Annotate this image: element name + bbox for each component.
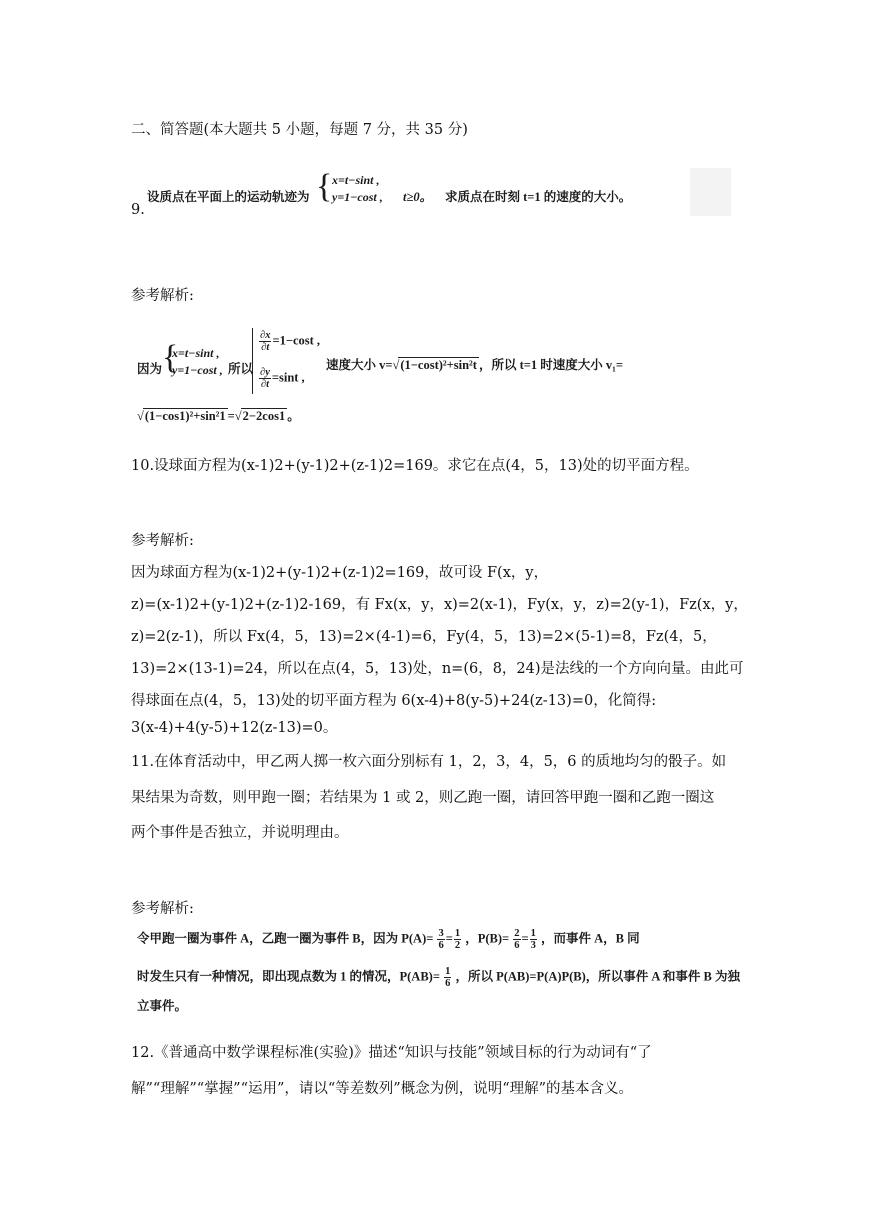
answer-11-l1c: ，而事件 A，B 同 (541, 931, 640, 946)
answer-11-fraction-1-num: 3 (438, 928, 444, 939)
answer-11-fraction-4-num: 1 (530, 928, 536, 939)
question-12-line-2: 解”“理解”“掌握”“运用”，请以“等差数列”概念为例，说明“理解”的基本含义。 (131, 1081, 634, 1097)
answer-9-radical-1: √ (137, 409, 144, 423)
answer-9-dx-value: =1−cost , (272, 333, 321, 348)
answer-9-line2-equals: = (227, 409, 235, 423)
answer-11-fraction-5 (444, 966, 451, 989)
answer-9-dx-numerator: ∂x (260, 330, 271, 341)
answer-9-dx-fraction (259, 330, 271, 353)
answer-10-line-5: 得球面在点(4，5，13)处的切平面方程为 6(x-4)+8(y-5)+24(z-13)=0，化简得: (131, 693, 657, 709)
answer-11-l2b: ，所以 P(AB)=P(A)P(B)，所以事件 A 和事件 B 为独 (455, 969, 740, 984)
answer-11-equals-2: = (521, 931, 529, 946)
answer-9-line2 (137, 406, 300, 424)
answer-11-line-2 (137, 966, 740, 989)
answer-11-l1b: ，P(B)= (465, 931, 510, 946)
question-9-number: 9. (131, 202, 145, 218)
answer-11-fraction-3-num: 2 (514, 928, 520, 939)
answer-11-fraction-3 (513, 928, 520, 951)
answer-9-dy-denominator: ∂t (260, 379, 269, 390)
answer-11-fraction-4 (530, 928, 537, 951)
answer-9-speed-root: (1−cost)²+sin²t (400, 358, 477, 372)
answer-9-brace: { (162, 339, 179, 376)
answer-11-fraction-1 (437, 928, 444, 951)
answer-9-dy-fraction (259, 367, 271, 390)
answer-9-system-line1: x=t−sint , (172, 346, 220, 360)
answer-10-line-6: 3(x-4)+4(y-5)+12(z-13)=0。 (131, 720, 338, 736)
answer-11-fraction-5-den: 6 (445, 978, 451, 989)
answer-11-line-1 (137, 928, 640, 951)
question-11-line-1: 11.在体育活动中，甲乙两人掷一枚六面分别标有 1，2，3，4，5，6 的质地均匀的骰子。如 (131, 754, 727, 770)
question-9-image-shade (690, 168, 731, 216)
answer-9-speed (326, 355, 623, 373)
answer-9-dy (258, 367, 305, 390)
answer-9-dx-denominator: ∂t (261, 342, 270, 353)
answer-9-then: ，所以 t=1 时速度大小 v₁= (478, 358, 623, 372)
answer-11-fraction-2-num: 1 (454, 928, 461, 939)
answer-label-10: 参考解析: (131, 533, 194, 549)
answer-11-fraction-2 (454, 928, 461, 951)
question-12-line-1: 12.《普通高中数学课程标准(实验)》描述“知识与技能”领域目标的行为动词有“了 (131, 1045, 652, 1061)
answer-9-so: 所以 (228, 362, 254, 376)
answer-11-line-3: 立事件。 (137, 999, 188, 1013)
answer-9-derivative-bar (252, 328, 253, 394)
question-9-system-line1: x=t−sint , (332, 173, 380, 187)
question-9-condition: t≥0。 (403, 190, 433, 204)
answer-9-speed-label: 速度大小 v= (326, 358, 393, 372)
question-9-ask: 求质点在时刻 t=1 的速度的大小。 (445, 190, 632, 204)
question-11-line-3: 两个事件是否独立，并说明理由。 (131, 825, 349, 841)
answer-11-fraction-3-den: 6 (514, 940, 520, 951)
answer-11-equals-1: = (445, 931, 453, 946)
answer-9-line2-root2: 2−2cos1 (242, 409, 286, 423)
answer-10-line-3: z)=2(z-1)，所以 Fx(4，5，13)=2×(4-1)=6，Fy(4，5，13)=2×(5-1)=8，Fz(4，5， (131, 629, 717, 645)
answer-10-line-2: z)=(x-1)2+(y-1)2+(z-1)2-169，有 Fx(x，y，x)=2(x-1)，Fy(x，y，z)=2(y-1)，Fz(x，y， (131, 597, 748, 613)
section-header: 二、简答题(本大题共 5 小题，每题 7 分，共 35 分) (131, 122, 468, 138)
answer-10-line-4: 13)=2×(13-1)=24，所以在点(4，5，13)处，n=(6，8，24)是法线的一个方向向量。由此可 (131, 661, 744, 677)
answer-11-fraction-5-num: 1 (445, 966, 451, 977)
question-9-system (332, 172, 383, 206)
question-10: 10.设球面方程为(x-1)2+(y-1)2+(z-1)2=169。求它在点(4，5，13)处的切平面方程。 (131, 458, 699, 474)
answer-label-11: 参考解析: (131, 901, 194, 917)
answer-9-system (172, 345, 223, 379)
answer-11-l1a: 令甲跑一圈为事件 A，乙跑一圈为事件 B，因为 P(A)= (137, 931, 434, 946)
answer-9-dy-numerator: ∂y (260, 367, 270, 378)
answer-9-line2-root1: (1−cos1)²+sin²1 (144, 409, 226, 423)
answer-11-fraction-1-den: 6 (438, 940, 444, 951)
question-9-system-line2: y=1−cost , (332, 190, 383, 204)
answer-9-dy-value: =sint , (271, 370, 305, 385)
answer-9-line2-end: 。 (287, 409, 300, 423)
answer-9-radical-2: √ (234, 409, 242, 423)
answer-9-system-line2: y=1−cost , (172, 363, 223, 377)
answer-9-speed-radical: √ (392, 358, 400, 372)
answer-11-l2a: 时发生只有一种情况，即出现点数为 1 的情况，P(AB)= (137, 969, 440, 984)
answer-9-because: 因为 (137, 362, 163, 376)
answer-10-line-1: 因为球面方程为(x-1)2+(y-1)2+(z-1)2=169，故可设 F(x，y， (131, 565, 549, 581)
question-11-line-2: 果结果为奇数，则甲跑一圈；若结果为 1 或 2，则乙跑一圈，请回答甲跑一圈和乙跑一圈这 (131, 790, 715, 806)
answer-label-9: 参考解析: (131, 288, 194, 304)
answer-11-fraction-2-den: 2 (454, 940, 461, 951)
answer-11-fraction-4-den: 3 (530, 940, 536, 951)
answer-9-dx (258, 330, 320, 353)
question-9-brace: { (316, 168, 333, 205)
question-9-lead: 设质点在平面上的运动轨迹为 (147, 190, 310, 204)
